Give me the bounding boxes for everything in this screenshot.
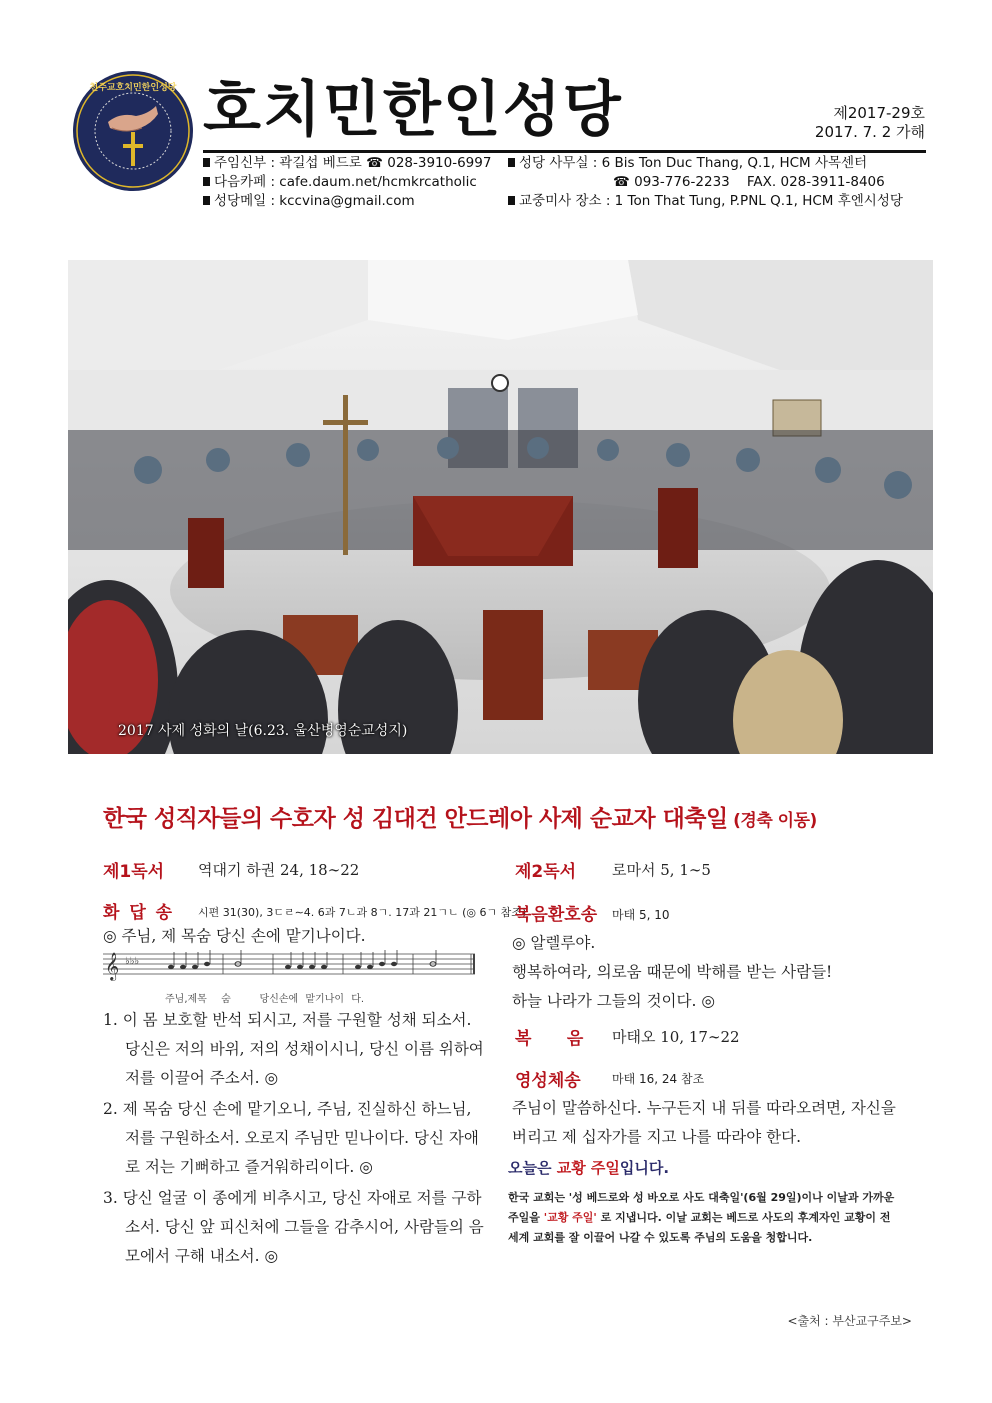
verse-1: 1. 이 몸 보호할 반석 되시고, 저를 구원할 성채 되소서. 당신은 저의 바위, 저의 성채이시니, 당신 이름 위하여 저를 이끌어 주소서. ◎ [103, 1011, 484, 1087]
notice-body-highlight: '교황 주일' [543, 1211, 597, 1224]
alleluia-text: ◎ 알렐루야. 행복하여라, 의로움 때문에 박해를 받는 사람들! 하늘 나라가 그들의 것이다. ◎ [512, 934, 833, 1010]
issue-number: 제2017-29호 [833, 104, 925, 122]
email-text: 성당메일 : kccvina@gmail.com [214, 193, 415, 209]
svg-text:♭♭♭: ♭♭♭ [125, 956, 140, 967]
communion-label: 영성체송 [515, 1071, 581, 1091]
headline-main: 한국 성직자들의 수호자 성 김대건 안드레아 사제 순교자 대축일 [103, 806, 728, 832]
psalm-verses [103, 1006, 488, 1271]
issue-info [815, 104, 925, 142]
psalm-ref: 시편 31(30), 3ㄷㄹ∼4. 6과 7ㄴ과 8ㄱ. 17과 21ㄱㄴ (◎ 6ㄱ 참조) [198, 906, 527, 919]
email-info [203, 192, 415, 211]
cafe-info [203, 173, 477, 192]
bullet-icon [508, 158, 515, 167]
issue-date: 2017. 7. 2 가해 [814, 123, 925, 141]
reading2-ref: 로마서 5, 1∼5 [612, 861, 711, 879]
newsletter-title: 호치민한인성당 [203, 75, 623, 145]
communion-text: 주님이 말씀하신다. 누구든지 내 뒤를 따라오려면, 자신을 버리고 제 십자가를 지고 나를 따라야 한다. [512, 1099, 896, 1146]
cover-photo [68, 260, 933, 754]
verse-3: 3. 당신 얼굴 이 종에게 비추시고, 당신 자애로 저를 구하소서. 당신 앞 피신처에 그들을 감추시어, 사람들의 음모에서 구해 내소서. ◎ [103, 1189, 484, 1265]
psalm-response: ◎ 주님, 제 목숨 당신 손에 맡기나이다. [103, 927, 366, 945]
cafe-text: 다음카페 : cafe.daum.net/hcmkrcatholic [214, 174, 477, 190]
svg-text:𝄞: 𝄞 [105, 952, 120, 980]
church-logo [72, 70, 194, 192]
notice-body [508, 1188, 901, 1248]
staff-lyrics: 주님,제목 숨 당신손에 맡기나이 다. [165, 994, 365, 1005]
office-text: 성당 사무실 : 6 Bis Ton Duc Thang, Q.1, HCM 사목센터 [519, 155, 868, 171]
notice-title-post: 입니다. [619, 1159, 670, 1177]
reading1-label: 제1독서 [103, 862, 165, 882]
phone-info: ☎ 093-776-2233 FAX. 028-3911-8406 [613, 174, 885, 190]
mass-text: 교중미사 장소 : 1 Ton That Tung, P.PNL Q.1, HCM 후엔시성당 [519, 193, 903, 209]
svg-text:천주교호치민한인성당: 천주교호치민한인성당 [89, 83, 177, 93]
gospel-label: 복 음 [515, 1029, 584, 1049]
feast-headline [103, 800, 817, 833]
bullet-icon [203, 177, 210, 186]
pastor-info [203, 154, 491, 173]
reading1-ref: 역대기 하권 24, 18∼22 [198, 861, 360, 879]
header-rule [203, 150, 926, 153]
source-credit: <출처 : 부산교구주보> [787, 1314, 912, 1328]
reading2-label: 제2독서 [515, 862, 577, 882]
communion-ref: 마태 16, 24 참조 [612, 1072, 705, 1086]
alleluia-ref: 마태 5, 10 [612, 908, 670, 922]
gospel-ref: 마태오 10, 17∼22 [612, 1028, 740, 1046]
psalm-label: 화 답 송 [103, 903, 175, 923]
photo-caption: 2017 사제 성화의 날(6.23. 울산병영순교성지) [118, 723, 408, 739]
bullet-icon [203, 158, 210, 167]
verse-2: 2. 제 목숨 당신 손에 맡기오니, 주님, 진실하신 하느님, 저를 구원하소서. 오로지 주님만 믿나이다. 당신 자애로 저는 기뻐하고 즐거워하리이다. ◎ [103, 1100, 479, 1176]
mass-info [508, 192, 903, 211]
alleluia-label: 복음환호송 [515, 905, 598, 925]
notice-title [508, 1157, 901, 1178]
notice-title-highlight: 교황 주일 [556, 1159, 620, 1177]
office-info [508, 154, 867, 173]
notice-body-part2: 로 지냅니다. 이날 교회는 베드로 사도의 후계자인 교황이 전 세계 교회를 잘 이끌어 나갈 수 있도록 주님의 도움을 청합니다. [508, 1211, 891, 1244]
bullet-icon [203, 196, 210, 205]
pope-sunday-notice [508, 1157, 901, 1248]
notice-title-pre: 오늘은 [508, 1159, 557, 1177]
bullet-icon [508, 196, 515, 205]
headline-sub: (경축 이동) [727, 811, 817, 831]
notice-body-part1: 한국 교회는 '성 베드로와 성 바오로 사도 대축일'(6월 29일)이나 이날과 가까운 주일을 [508, 1191, 895, 1224]
pastor-text: 주임신부 : 곽길섭 베드로 ☎ 028-3910-6997 [214, 155, 492, 171]
